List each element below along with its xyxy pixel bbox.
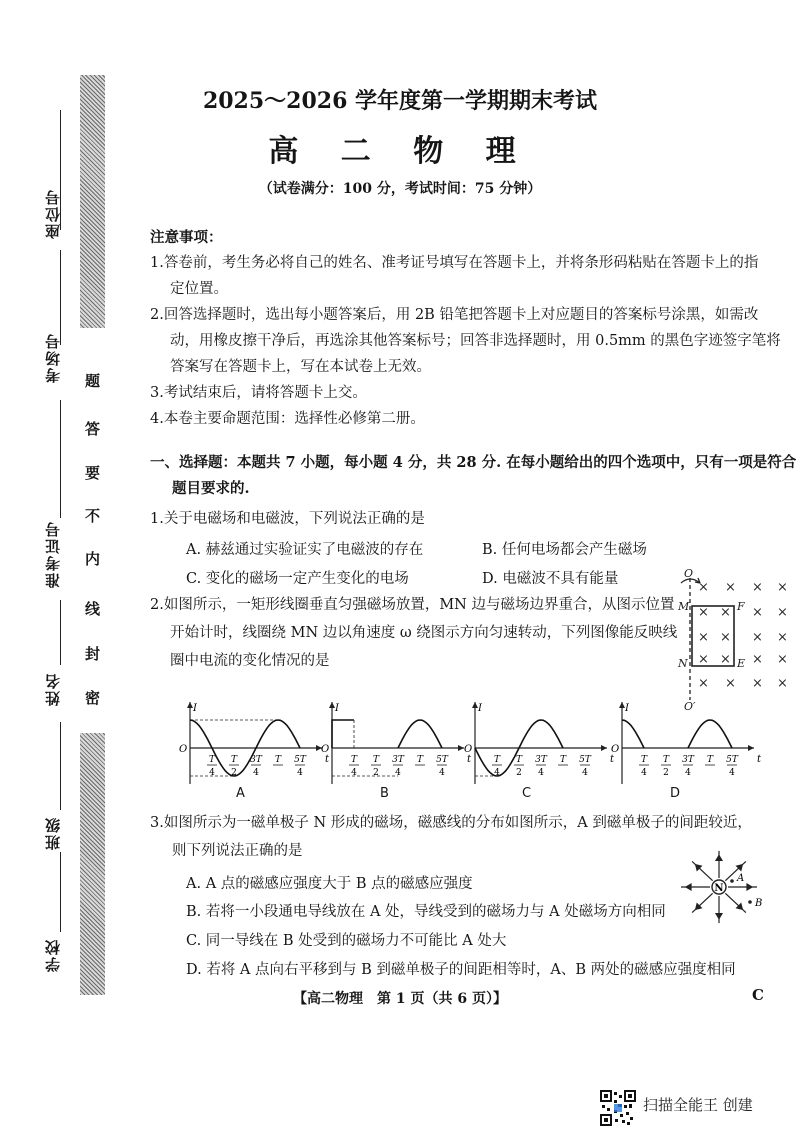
i-axis-label: I bbox=[625, 703, 629, 714]
notice-heading: 注意事项： bbox=[150, 229, 223, 246]
label-f: F bbox=[737, 600, 745, 613]
subject-title: 高 二 物 理 bbox=[268, 134, 532, 169]
current-curve bbox=[332, 720, 442, 748]
label-o-prime: O′ bbox=[684, 700, 696, 712]
field-mark: × bbox=[752, 676, 763, 691]
q1-option-a: A. 赫兹通过实验证实了电磁波的存在 bbox=[186, 542, 424, 558]
tick-label: 3T bbox=[250, 755, 262, 765]
q3-monopole-figure bbox=[672, 845, 768, 929]
version-code: C bbox=[752, 986, 764, 1004]
tick-label: 5T bbox=[726, 755, 738, 765]
tick-label: 4 bbox=[439, 768, 445, 778]
tick-label: 2 bbox=[663, 768, 669, 778]
field-mark: × bbox=[725, 676, 736, 691]
notice-item: 定位置。 bbox=[170, 281, 228, 297]
section-heading: 一、选择题：本题共 7 小题，每小题 4 分，共 28 分. 在每小题给出的四个选项中，只有一项是符合 bbox=[150, 454, 797, 471]
seal-char: 封 bbox=[84, 645, 100, 663]
tick-label: T bbox=[416, 755, 424, 765]
field-mark: × bbox=[777, 652, 788, 667]
q3-option-a: A. A 点的磁感应强度大于 B 点的磁感应强度 bbox=[186, 876, 473, 892]
seat-number-label: 座位号 bbox=[44, 188, 62, 239]
field-mark: × bbox=[777, 630, 788, 645]
gutter-line bbox=[60, 852, 61, 932]
q3-stem-line: 3.如图所示为一磁单极子 N 形成的磁场，磁感线的分布如图所示，A 到磁单极子的间距较近， bbox=[150, 815, 752, 831]
seal-char: 题 bbox=[84, 372, 100, 390]
q3-option-b: B. 若将一小段通电导线放在 A 处，导线受到的磁场力与 A 处磁场方向相同 bbox=[186, 904, 666, 920]
field-mark: × bbox=[698, 676, 709, 691]
tick-label: 3T bbox=[392, 755, 404, 765]
field-arrow bbox=[747, 884, 752, 890]
exam-meta: （试卷满分：100 分，考试时间：75 分钟） bbox=[258, 181, 542, 197]
field-arrow bbox=[716, 914, 722, 919]
field-mark: × bbox=[752, 652, 763, 667]
label-o: O bbox=[684, 567, 694, 580]
name-label: 姓名 bbox=[44, 672, 62, 706]
tick-label: 2 bbox=[516, 768, 522, 778]
label-m: M bbox=[678, 600, 690, 613]
tick-label: T bbox=[350, 755, 358, 765]
t-axis-arrow bbox=[748, 745, 754, 751]
scanner-watermark: 扫描全能王 创建 bbox=[643, 1096, 753, 1114]
tick-label: 4 bbox=[494, 768, 500, 778]
point-b bbox=[748, 900, 752, 904]
q2-caption-c: C bbox=[522, 786, 532, 801]
q2-stem-line: 2.如图所示，一矩形线圈垂直匀强磁场放置，MN 边与磁场边界重合，从图示位置 bbox=[150, 597, 675, 613]
tick-label: 4 bbox=[395, 768, 401, 778]
admission-number-label: 准考证号 bbox=[44, 520, 62, 588]
tick-label: 3T bbox=[535, 755, 547, 765]
q2-coil-figure bbox=[672, 566, 788, 712]
origin-label: O bbox=[464, 744, 473, 755]
tick-label: 4 bbox=[538, 768, 544, 778]
q1-option-c: C. 变化的磁场一定产生变化的电场 bbox=[186, 571, 409, 587]
tick-label: 4 bbox=[641, 768, 647, 778]
tick-label: 4 bbox=[729, 768, 735, 778]
field-mark: × bbox=[720, 652, 731, 667]
tick-label: 4 bbox=[297, 768, 303, 778]
exam-room-label: 考场号 bbox=[44, 332, 62, 383]
q2-caption-d: D bbox=[670, 786, 681, 801]
q2-stem-line: 圈中电流的变化情况的是 bbox=[170, 653, 330, 669]
point-a bbox=[730, 879, 734, 883]
notice-item: 2.回答选择题时，选出每小题答案后，用 2B 铅笔把答题卡上对应题目的答案标号涂黑，如需改 bbox=[150, 307, 759, 323]
q2-stem-line: 开始计时，线圈绕 MN 边以角速度 ω 绕图示方向匀速转动，下列图像能反映线 bbox=[170, 625, 678, 641]
field-mark: × bbox=[698, 630, 709, 645]
field-mark: × bbox=[698, 580, 709, 595]
field-mark: × bbox=[752, 630, 763, 645]
t-axis-label: t bbox=[325, 754, 330, 765]
tick-label: T bbox=[372, 755, 380, 765]
class-label: 班级 bbox=[44, 816, 62, 850]
q2-caption-a: A bbox=[236, 786, 245, 801]
label-e: E bbox=[737, 657, 746, 670]
q1-option-b: B. 任何电场都会产生磁场 bbox=[482, 542, 647, 558]
tick-label: 2 bbox=[231, 768, 237, 778]
section-heading-cont: 题目要求的. bbox=[172, 480, 250, 497]
tick-label: 4 bbox=[685, 768, 691, 778]
field-mark: × bbox=[752, 605, 763, 620]
tick-label: T bbox=[640, 755, 648, 765]
seal-char: 内 bbox=[84, 550, 100, 568]
tick-label: T bbox=[706, 755, 714, 765]
field-arrow bbox=[686, 884, 691, 890]
gutter-line bbox=[60, 600, 61, 665]
seal-char: 线 bbox=[84, 600, 100, 618]
notice-item: 动，用橡皮擦干净后，再选涂其他答案标号；回答非选择题时，用 0.5mm 的黑色字迹签字笔将 bbox=[170, 333, 781, 349]
q3-option-d: D. 若将 A 点向右平移到与 B 到磁单极子的间距相等时，A、B 两处的磁感应强度相同 bbox=[186, 962, 736, 978]
seal-char: 密 bbox=[84, 689, 100, 707]
seal-char: 答 bbox=[84, 420, 100, 438]
t-axis-label: t bbox=[610, 754, 615, 765]
i-axis-label: I bbox=[478, 703, 482, 714]
tick-label: T bbox=[515, 755, 523, 765]
field-mark: × bbox=[777, 605, 788, 620]
q3-stem-line: 则下列说法正确的是 bbox=[172, 843, 303, 859]
field-mark: × bbox=[698, 652, 709, 667]
tick-label: 4 bbox=[253, 768, 259, 778]
notice-item: 答案写在答题卡上，写在本试卷上无效。 bbox=[170, 359, 431, 375]
notice-item: 3.考试结束后，请将答题卡上交。 bbox=[150, 385, 367, 401]
tick-label: T bbox=[662, 755, 670, 765]
tick-label: T bbox=[274, 755, 282, 765]
seal-char: 不 bbox=[84, 507, 100, 525]
origin-label: O bbox=[179, 744, 188, 755]
qr-code-icon bbox=[600, 1090, 636, 1126]
field-mark: × bbox=[698, 605, 709, 620]
gutter-line bbox=[60, 250, 61, 345]
q1-stem: 1.关于电磁场和电磁波，下列说法正确的是 bbox=[150, 511, 425, 527]
seal-char: 要 bbox=[84, 464, 100, 482]
tick-label: 4 bbox=[209, 768, 215, 778]
tick-label: T bbox=[230, 755, 238, 765]
tick-label: 5T bbox=[294, 755, 306, 765]
field-arrow bbox=[716, 855, 722, 860]
tick-label: T bbox=[208, 755, 216, 765]
origin-label: O bbox=[611, 744, 620, 755]
label-n: N bbox=[678, 657, 688, 670]
pole-label: N bbox=[714, 883, 724, 894]
field-mark: × bbox=[720, 605, 731, 620]
q1-option-d: D. 电磁波不具有能量 bbox=[482, 571, 619, 587]
i-axis-label: I bbox=[193, 703, 197, 714]
current-curve bbox=[622, 720, 732, 748]
tick-label: 3T bbox=[682, 755, 694, 765]
tick-label: T bbox=[559, 755, 567, 765]
gutter-line bbox=[60, 722, 61, 810]
t-axis-label: t bbox=[467, 754, 472, 765]
gutter-line bbox=[60, 400, 61, 518]
exam-title: 2025～2026 学年度第一学期期末考试 bbox=[202, 88, 598, 114]
field-mark: × bbox=[777, 676, 788, 691]
t-axis-label: t bbox=[757, 754, 762, 765]
t-axis-arrow bbox=[601, 745, 607, 751]
label-b: B bbox=[755, 898, 763, 909]
origin-label: O bbox=[321, 744, 330, 755]
tick-label: 2 bbox=[373, 768, 379, 778]
q3-option-c: C. 同一导线在 B 处受到的磁场力不可能比 A 处大 bbox=[186, 933, 507, 949]
field-mark: × bbox=[720, 630, 731, 645]
i-axis-label: I bbox=[335, 703, 339, 714]
field-mark: × bbox=[725, 580, 736, 595]
notice-item: 4.本卷主要命题范围：选择性必修第二册。 bbox=[150, 411, 425, 427]
q2-caption-b: B bbox=[380, 786, 389, 801]
notice-item: 1.答卷前，考生务必将自己的姓名、准考证号填写在答题卡上，并将条形码粘贴在答题卡上的指 bbox=[150, 255, 759, 271]
tick-label: 5T bbox=[579, 755, 591, 765]
field-mark: × bbox=[752, 580, 763, 595]
tick-label: T bbox=[493, 755, 501, 765]
tick-label: 4 bbox=[582, 768, 588, 778]
tick-label: 5T bbox=[436, 755, 448, 765]
school-label: 学校 bbox=[44, 938, 62, 972]
tick-label: 4 bbox=[351, 768, 357, 778]
page-footer: 【高二物理 第 1 页（共 6 页）】 bbox=[293, 991, 507, 1007]
label-a: A bbox=[737, 873, 745, 884]
field-mark: × bbox=[777, 580, 788, 595]
